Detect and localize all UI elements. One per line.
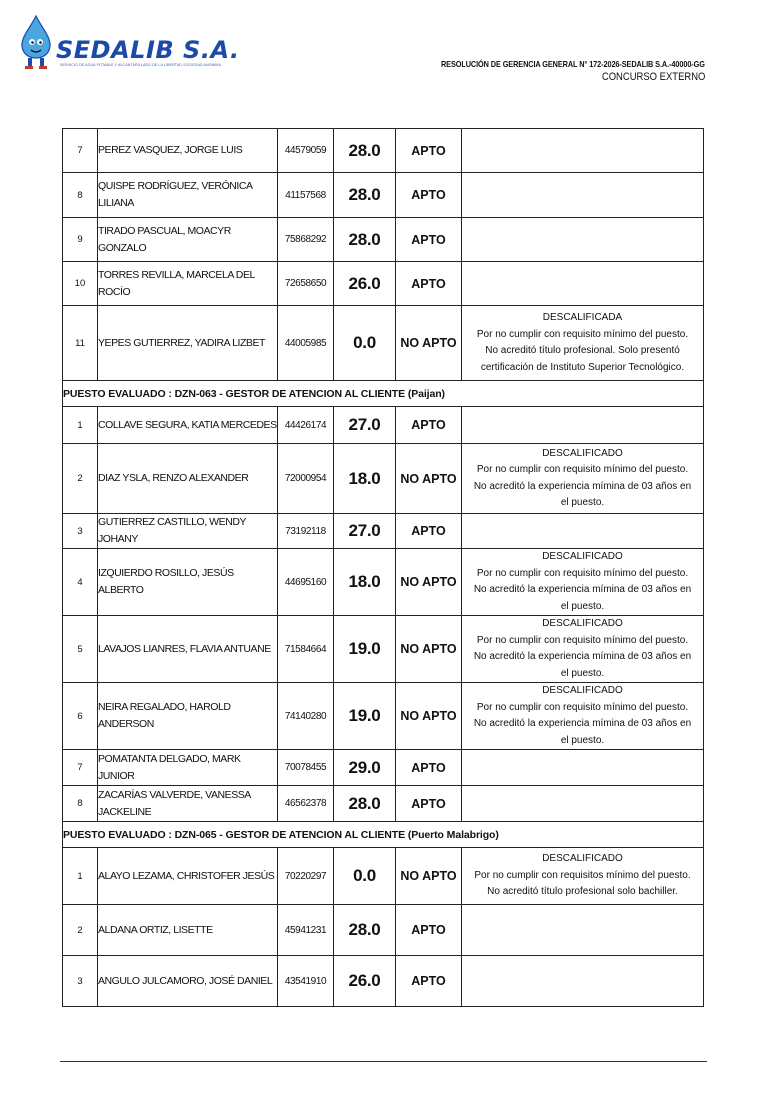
candidate-dni: 71584664 — [278, 616, 334, 683]
candidate-name: LAVAJOS LIANRES, FLAVIA ANTUANE — [98, 616, 278, 683]
candidate-name: DIAZ YSLA, RENZO ALEXANDER — [98, 444, 278, 514]
contest-type: CONCURSO EXTERNO — [601, 71, 705, 83]
candidate-status: NO APTO — [396, 306, 462, 381]
candidate-score: 28.0 — [334, 129, 396, 173]
observation-line: DESCALIFICADO — [542, 685, 623, 696]
candidate-dni: 72658650 — [278, 262, 334, 306]
candidate-name: ALDANA ORTIZ, LISETTE — [98, 905, 278, 956]
candidate-score: 18.0 — [334, 444, 396, 514]
candidate-status: APTO — [396, 905, 462, 956]
observation-line: el puesto. — [560, 667, 605, 679]
row-number: 10 — [63, 262, 98, 306]
observation-line: No acreditó título profesional. Solo presentó — [485, 345, 680, 356]
candidate-dni: 46562378 — [278, 786, 334, 822]
page-header — [0, 0, 763, 100]
candidate-dni: 73192118 — [278, 514, 334, 549]
results-table — [62, 128, 704, 1007]
table-row — [63, 262, 704, 306]
candidate-name: ANGULO JULCAMORO, JOSÉ DANIEL — [98, 956, 278, 1007]
candidate-status: APTO — [396, 514, 462, 549]
candidate-score: 27.0 — [334, 407, 396, 444]
candidate-name: COLLAVE SEGURA, KATIA MERCEDES — [98, 407, 278, 444]
observation-cell — [462, 218, 704, 262]
table-row — [63, 956, 704, 1007]
table-row — [63, 848, 704, 905]
candidate-name: IZQUIERDO ROSILLO, JESÚS ALBERTO — [98, 549, 278, 616]
row-number: 3 — [63, 514, 98, 549]
observation-cell — [462, 262, 704, 306]
candidate-status: NO APTO — [396, 444, 462, 514]
row-number: 7 — [63, 750, 98, 786]
table-row — [63, 407, 704, 444]
observation-cell — [462, 786, 704, 822]
candidate-score: 0.0 — [334, 306, 396, 381]
observation-line: Por no cumplir con requisito mínimo del puesto. — [476, 464, 689, 475]
sedalib-logo — [16, 14, 240, 70]
observation-line: el puesto. — [560, 734, 605, 746]
table-row — [63, 786, 704, 822]
observation-line: No acreditó título profesional solo bachiller. — [487, 886, 678, 898]
candidate-score: 19.0 — [334, 616, 396, 683]
observation-cell — [462, 683, 704, 750]
candidate-name: POMATANTA DELGADO, MARK JUNIOR — [98, 750, 278, 786]
logo-subtext: SERVICIO DE AGUA POTABLE Y ALCANTARILLADO DE LA LIBERTAD SOCIEDAD ANONIMA — [60, 63, 222, 67]
candidate-dni: 74140280 — [278, 683, 334, 750]
observation-line: DESCALIFICADO — [542, 551, 623, 562]
observation-cell — [462, 129, 704, 173]
row-number: 8 — [63, 786, 98, 822]
observation-line: Por no cumplir con requisitos mínimo del puesto. — [474, 869, 691, 881]
observation-cell — [462, 514, 704, 549]
candidate-dni: 72000954 — [278, 444, 334, 514]
section-header-row — [63, 822, 704, 848]
candidate-score: 18.0 — [334, 549, 396, 616]
candidate-score: 28.0 — [334, 905, 396, 956]
observation-line: el puesto. — [560, 600, 605, 612]
candidate-name: TORRES REVILLA, MARCELA DEL ROCÍO — [98, 262, 278, 306]
row-number: 2 — [63, 444, 98, 514]
observation-line: Por no cumplir con requisito mínimo del puesto. — [476, 634, 689, 646]
observation-line: DESCALIFICADO — [542, 447, 623, 459]
candidate-dni: 70078455 — [278, 750, 334, 786]
row-number: 4 — [63, 549, 98, 616]
candidate-name: YEPES GUTIERREZ, YADIRA LIZBET — [98, 306, 278, 381]
candidate-name: PEREZ VASQUEZ, JORGE LUIS — [98, 129, 278, 173]
observation-cell — [462, 444, 704, 514]
candidate-name: ALAYO LEZAMA, CHRISTOFER JESÚS — [98, 848, 278, 905]
candidate-status: APTO — [396, 262, 462, 306]
observation-line: Por no cumplir con requisito mínimo del puesto. — [476, 701, 689, 713]
row-number: 7 — [63, 129, 98, 173]
observation-cell — [462, 306, 704, 381]
observation-line: No acreditó la experiencia mímina de 03 años en — [473, 584, 692, 595]
section-title: PUESTO EVALUADO : DZN-065 - GESTOR DE ATENCION AL CLIENTE (Puerto Malabrigo) — [63, 822, 704, 848]
candidate-name: TIRADO PASCUAL, MOACYR GONZALO — [98, 218, 278, 262]
table-row — [63, 218, 704, 262]
candidate-score: 26.0 — [334, 262, 396, 306]
table-row — [63, 306, 704, 381]
observation-cell — [462, 750, 704, 786]
observation-cell — [462, 173, 704, 218]
observation-line: No acreditó la experiencia mímina de 03 años en — [473, 480, 692, 492]
footer-divider — [60, 1061, 707, 1062]
table-row — [63, 616, 704, 683]
candidate-status: NO APTO — [396, 616, 462, 683]
candidate-name: NEIRA REGALADO, HAROLD ANDERSON — [98, 683, 278, 750]
candidate-score: 29.0 — [334, 750, 396, 786]
candidate-dni: 45941231 — [278, 905, 334, 956]
row-number: 6 — [63, 683, 98, 750]
row-number: 8 — [63, 173, 98, 218]
table-row — [63, 750, 704, 786]
observation-cell — [462, 407, 704, 444]
observation-line: Por no cumplir con requisito mínimo del puesto. — [476, 567, 689, 579]
observation-cell — [462, 848, 704, 905]
candidate-score: 28.0 — [334, 786, 396, 822]
candidate-status: NO APTO — [396, 549, 462, 616]
candidate-score: 26.0 — [334, 956, 396, 1007]
candidate-status: APTO — [396, 173, 462, 218]
candidate-dni: 44005985 — [278, 306, 334, 381]
candidate-score: 27.0 — [334, 514, 396, 549]
candidate-dni: 70220297 — [278, 848, 334, 905]
candidate-name: GUTIERREZ CASTILLO, WENDY JOHANY — [98, 514, 278, 549]
observation-cell — [462, 956, 704, 1007]
row-number: 5 — [63, 616, 98, 683]
candidate-dni: 44695160 — [278, 549, 334, 616]
row-number: 2 — [63, 905, 98, 956]
candidate-status: APTO — [396, 129, 462, 173]
observation-line: Por no cumplir con requisito mínimo del puesto. — [476, 328, 689, 340]
logo-text: SEDALIB S.A. — [56, 36, 240, 64]
section-title: PUESTO EVALUADO : DZN-063 - GESTOR DE ATENCION AL CLIENTE (Paijan) — [63, 381, 704, 407]
table-row — [63, 905, 704, 956]
observation-line: el puesto. — [560, 497, 605, 508]
candidate-score: 0.0 — [334, 848, 396, 905]
observation-line: DESCALIFICADO — [542, 853, 623, 865]
candidate-dni: 44426174 — [278, 407, 334, 444]
observation-cell — [462, 905, 704, 956]
water-drop-mascot-icon — [16, 14, 60, 70]
candidate-status: APTO — [396, 750, 462, 786]
observation-line: DESCALIFICADA — [542, 312, 623, 323]
candidate-score: 19.0 — [334, 683, 396, 750]
row-number: 3 — [63, 956, 98, 1007]
table-row — [63, 444, 704, 514]
candidate-name: ZACARÍAS VALVERDE, VANESSA JACKELINE — [98, 786, 278, 822]
observation-cell — [462, 549, 704, 616]
candidate-dni: 41157568 — [278, 173, 334, 218]
row-number: 9 — [63, 218, 98, 262]
table-row — [63, 514, 704, 549]
candidate-status: APTO — [396, 407, 462, 444]
candidate-status: NO APTO — [396, 848, 462, 905]
observation-line: DESCALIFICADO — [542, 618, 623, 629]
table-row — [63, 683, 704, 750]
candidate-status: NO APTO — [396, 683, 462, 750]
row-number: 11 — [63, 306, 98, 381]
observation-line: No acreditó la experiencia mímina de 03 años en — [473, 651, 692, 662]
observation-line: No acreditó la experiencia mímina de 03 años en — [473, 718, 692, 729]
observation-cell — [462, 616, 704, 683]
table-row — [63, 129, 704, 173]
candidate-score: 28.0 — [334, 173, 396, 218]
observation-line: certificación de Instituto Superior Tecnológico. — [480, 361, 685, 373]
candidate-status: APTO — [396, 786, 462, 822]
candidate-name: QUISPE RODRÍGUEZ, VERÓNICA LILIANA — [98, 173, 278, 218]
candidate-score: 28.0 — [334, 218, 396, 262]
candidate-dni: 44579059 — [278, 129, 334, 173]
row-number: 1 — [63, 848, 98, 905]
candidate-status: APTO — [396, 218, 462, 262]
section-header-row — [63, 381, 704, 407]
candidate-status: APTO — [396, 956, 462, 1007]
table-row — [63, 173, 704, 218]
candidate-dni: 75868292 — [278, 218, 334, 262]
row-number: 1 — [63, 407, 98, 444]
table-row — [63, 549, 704, 616]
candidate-dni: 43541910 — [278, 956, 334, 1007]
resolution-title: RESOLUCIÓN DE GERENCIA GENERAL N° 172-2026-SEDALIB S.A.-40000-GG — [441, 59, 705, 69]
